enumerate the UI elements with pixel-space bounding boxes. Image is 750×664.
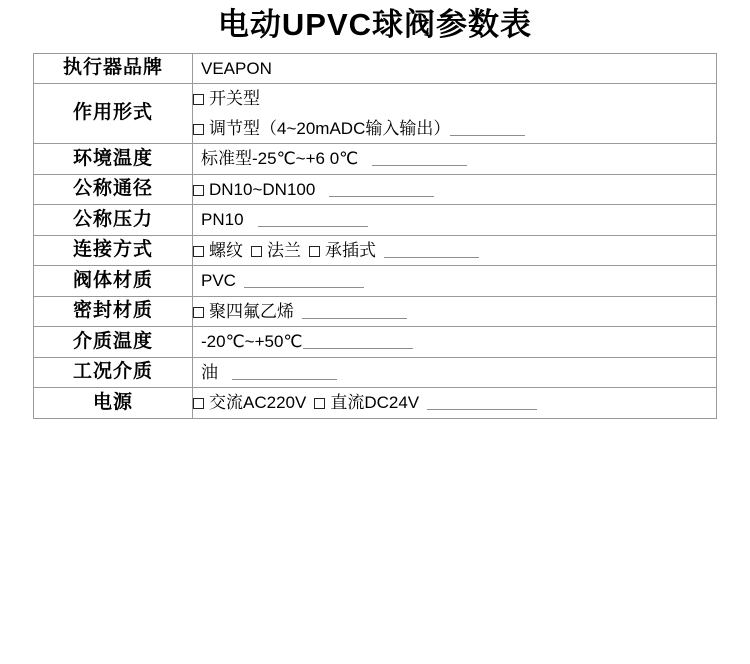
value-line [193,54,716,84]
value-text: -20℃~+50℃ [201,332,303,352]
checkbox-icon[interactable] [193,124,204,135]
checkbox-icon[interactable] [314,398,325,409]
checkbox-icon[interactable] [251,246,262,257]
value-line [193,205,716,235]
blank-rule [384,244,479,258]
value-line [193,144,716,174]
value-text: 标准型-25℃~+6 0℃ [201,149,359,169]
value-text: PVC [201,271,236,291]
blank-rule [258,213,368,227]
value-line [193,84,716,114]
value-line [193,266,716,296]
row-label: 连接方式 [34,235,193,266]
value-text: 直流DC24V [330,393,420,413]
value-line [193,358,716,388]
table-row [34,327,717,358]
table-row [34,205,717,236]
value-text: 螺纹 [209,240,243,260]
row-value [193,266,717,297]
row-value [193,388,717,419]
row-value [193,296,717,327]
row-value [193,205,717,236]
table-row [34,84,717,144]
table-body [34,53,717,418]
value-text: DN10~DN100 [209,179,316,199]
row-value [193,84,717,144]
parameter-table [33,53,717,419]
blank-rule [427,396,537,410]
value-line [193,327,716,357]
checkbox-icon[interactable] [193,246,204,257]
value-text: 调节型（4~20mADC输入输出） [209,118,451,138]
table-row [34,266,717,297]
row-label: 公称压力 [34,205,193,236]
blank-rule [303,335,413,349]
table-row [34,357,717,388]
row-value [193,357,717,388]
table-row [34,144,717,175]
value-line [193,388,716,418]
checkbox-icon[interactable] [193,307,204,318]
page-title: 电动UPVC球阀参数表 [217,7,533,42]
row-label: 作用形式 [34,84,193,144]
checkbox-icon[interactable] [193,185,204,196]
row-label: 密封材质 [34,296,193,327]
checkbox-icon[interactable] [193,398,204,409]
value-text: 承插式 [325,240,376,260]
row-label: 执行器品牌 [34,53,193,84]
row-value [193,235,717,266]
blank-rule [372,152,467,166]
table-row [34,53,717,84]
blank-rule [244,274,364,288]
row-value [193,144,717,175]
value-line [193,175,716,205]
value-text: 法兰 [267,240,301,260]
row-label: 介质温度 [34,327,193,358]
table-row [34,174,717,205]
table-row [34,296,717,327]
row-label: 公称通径 [34,174,193,205]
table-row [34,388,717,419]
value-text: VEAPON [201,58,272,78]
blank-rule [302,305,407,319]
row-value [193,174,717,205]
checkbox-icon[interactable] [193,94,204,105]
value-text: 开关型 [209,89,260,109]
row-label: 环境温度 [34,144,193,175]
value-line [193,297,716,327]
value-text: 聚四氟乙烯 [209,301,294,321]
row-value [193,327,717,358]
blank-rule [329,183,434,197]
blank-rule [450,122,525,136]
value-line [193,114,716,144]
checkbox-icon[interactable] [309,246,320,257]
row-label: 工况介质 [34,357,193,388]
value-text: 交流AC220V [209,393,307,413]
value-text: PN10 [201,210,244,230]
row-label: 阀体材质 [34,266,193,297]
blank-rule [232,366,337,380]
value-line [193,236,716,266]
value-text: 油 [201,362,218,382]
table-row [34,235,717,266]
row-value [193,53,717,84]
row-label: 电源 [34,388,193,419]
